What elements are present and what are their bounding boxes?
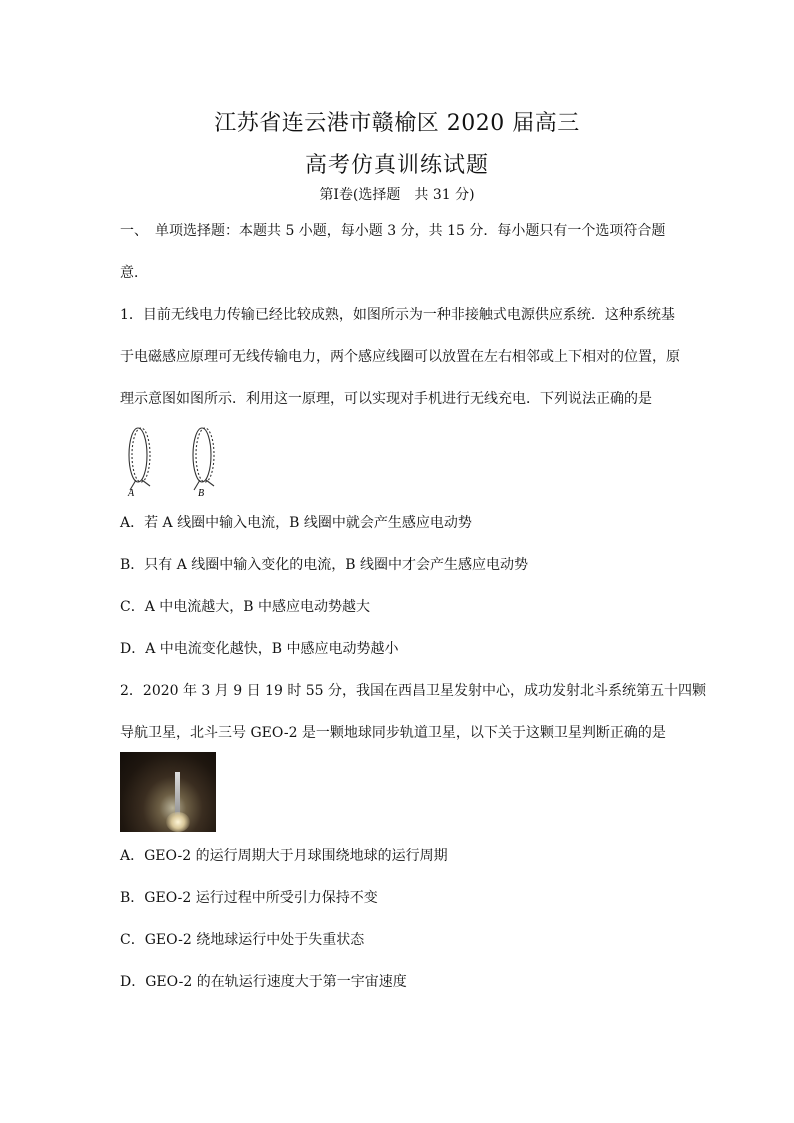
question2-option-b: B．GEO-2 运行过程中所受引力保持不变 bbox=[120, 890, 378, 906]
section-intro-line1: 一、 单项选择题：本题共 5 小题，每小题 3 分，共 15 分．每小题只有一个选项符合题 bbox=[120, 223, 666, 239]
question1-option-a: A．若 A 线圈中输入电流，B 线圈中就会产生感应电动势 bbox=[120, 515, 472, 531]
coil-b bbox=[193, 428, 214, 490]
section-subtitle: 第Ⅰ卷(选择题 共 31 分) bbox=[319, 187, 475, 203]
coil-diagram bbox=[120, 424, 230, 500]
question1-option-d: D．A 中电流变化越快，B 中感应电动势越小 bbox=[120, 641, 399, 657]
coil-b-label: B bbox=[198, 488, 205, 499]
question2-option-c: C．GEO-2 绕地球运行中处于失重状态 bbox=[120, 932, 365, 948]
question1-text-line1: 1．目前无线电力传输已经比较成熟，如图所示为一种非接触式电源供应系统．这种系统基 bbox=[120, 307, 675, 323]
question1-option-c: C．A 中电流越大，B 中感应电动势越大 bbox=[120, 599, 371, 615]
rocket-launch-photo bbox=[120, 752, 216, 832]
question1-text-line3: 理示意图如图所示．利用这一原理，可以实现对手机进行无线充电．下列说法正确的是 bbox=[120, 391, 652, 407]
document-title-line2: 高考仿真训练试题 bbox=[304, 153, 489, 178]
question1-text-line2: 于电磁感应原理可无线传输电力，两个感应线圈可以放置在左右相邻或上下相对的位置，原 bbox=[120, 349, 680, 365]
coil-a bbox=[129, 428, 150, 490]
rocket-exhaust-glow bbox=[166, 812, 190, 832]
section-intro-line2: 意． bbox=[120, 265, 148, 281]
coil-a-label: A bbox=[128, 488, 135, 499]
question2-text-line1: 2．2020 年 3 月 9 日 19 时 55 分，我国在西昌卫星发射中心，成功发射北斗系统第五十四颗 bbox=[120, 683, 707, 699]
question1-option-b: B．只有 A 线圈中输入变化的电流，B 线圈中才会产生感应电动势 bbox=[120, 557, 529, 573]
question2-text-line2: 导航卫星，北斗三号 GEO-2 是一颗地球同步轨道卫星，以下关于这颗卫星判断正确的是 bbox=[120, 725, 666, 741]
document-title-line1: 江苏省连云港市赣榆区 2020 届高三 bbox=[214, 111, 580, 136]
question2-option-d: D．GEO-2 的在轨运行速度大于第一宇宙速度 bbox=[120, 974, 407, 990]
question2-option-a: A．GEO-2 的运行周期大于月球围绕地球的运行周期 bbox=[120, 848, 448, 864]
